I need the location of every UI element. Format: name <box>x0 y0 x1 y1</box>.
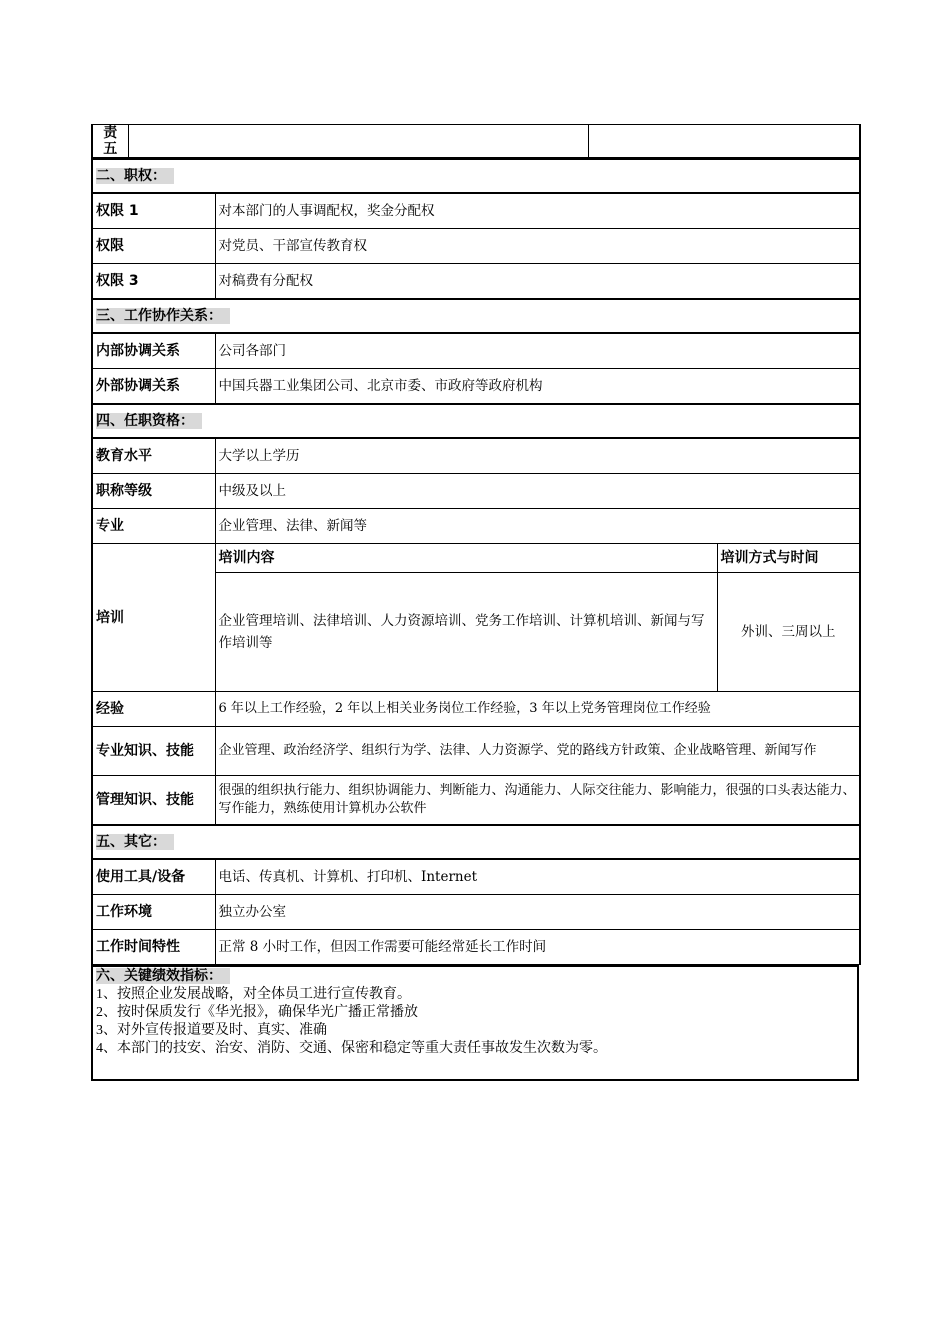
authority-1-label: 权限 1 <box>92 193 215 229</box>
authority-2-value: 对党员、干部宣传教育权 <box>215 229 860 264</box>
title-level-value: 中级及以上 <box>215 474 860 509</box>
professional-skills-value: 企业管理、政治经济学、组织行为学、法律、人力资源学、党的路线方针政策、企业战略管理、新闻写作 <box>215 727 860 776</box>
section-authority-header <box>92 159 860 193</box>
title-level-label: 职称等级 <box>92 474 215 509</box>
section-relations-header <box>92 299 860 333</box>
kpi-item-1: 1、按照企业发展战略，对全体员工进行宣传教育。 <box>96 987 411 1002</box>
main-table <box>91 158 861 965</box>
section-other-header <box>92 825 860 859</box>
internal-relations-label: 内部协调关系 <box>92 333 215 369</box>
section-qualifications-header <box>92 404 860 438</box>
external-relations-label: 外部协调关系 <box>92 369 215 405</box>
responsibility-label-line2: 五 <box>103 141 118 157</box>
training-label: 培训 <box>92 544 215 692</box>
management-skills-value: 很强的组织执行能力、组织协调能力、判断能力、沟通能力、人际交往能力、影响能力，很强的口头表达能力、写作能力，熟练使用计算机办公软件 <box>215 776 860 826</box>
experience-label: 经验 <box>92 692 215 727</box>
work-time-label: 工作时间特性 <box>92 930 215 965</box>
section-authority-title: 二、职权： <box>96 168 174 184</box>
internal-relations-value: 公司各部门 <box>215 333 860 369</box>
section-qualifications-title: 四、任职资格： <box>96 413 202 429</box>
education-value: 大学以上学历 <box>215 438 860 474</box>
job-description-document <box>91 124 859 1081</box>
kpi-item-3: 3、对外宣传报道要及时、真实、准确 <box>96 1023 327 1038</box>
authority-2-label: 权限 <box>92 229 215 264</box>
tools-label: 使用工具/设备 <box>92 859 215 895</box>
major-label: 专业 <box>92 509 215 544</box>
training-method-header: 培训方式与时间 <box>717 544 860 573</box>
section-kpi-title: 六、关键绩效指标： <box>96 968 230 984</box>
kpi-block <box>91 965 859 1081</box>
major-value: 企业管理、法律、新闻等 <box>215 509 860 544</box>
work-environment-value: 独立办公室 <box>215 895 860 930</box>
top-partial-row-table <box>91 124 861 158</box>
kpi-item-2: 2、按时保质发行《华光报》，确保华光广播正常播放 <box>96 1005 418 1020</box>
training-method-value: 外训、三周以上 <box>717 573 860 692</box>
section-relations-title: 三、工作协作关系： <box>96 308 230 324</box>
training-content-value: 企业管理培训、法律培训、人力资源培训、党务工作培训、计算机培训、新闻与写作培训等 <box>215 573 717 692</box>
responsibility-extra-cell <box>588 125 860 158</box>
responsibility-label-line1: 责 <box>103 125 118 141</box>
tools-value: 电话、传真机、计算机、打印机、Internet <box>215 859 860 895</box>
work-time-value: 正常 8 小时工作，但因工作需要可能经常延长工作时间 <box>215 930 860 965</box>
work-environment-label: 工作环境 <box>92 895 215 930</box>
responsibility-label-cell <box>92 125 128 158</box>
external-relations-value: 中国兵器工业集团公司、北京市委、市政府等政府机构 <box>215 369 860 405</box>
management-skills-label: 管理知识、技能 <box>92 776 215 826</box>
authority-3-label: 权限 3 <box>92 264 215 300</box>
training-content-header: 培训内容 <box>215 544 717 573</box>
education-label: 教育水平 <box>92 438 215 474</box>
authority-3-value: 对稿费有分配权 <box>215 264 860 300</box>
section-other-title: 五、其它： <box>96 834 174 850</box>
authority-1-value: 对本部门的人事调配权，奖金分配权 <box>215 193 860 229</box>
experience-value: 6 年以上工作经验，2 年以上相关业务岗位工作经验，3 年以上党务管理岗位工作经验 <box>215 692 860 727</box>
kpi-item-4: 4、本部门的技安、治安、消防、交通、保密和稳定等重大责任事故发生次数为零。 <box>96 1041 607 1056</box>
responsibility-content-cell <box>128 125 588 158</box>
professional-skills-label: 专业知识、技能 <box>92 727 215 776</box>
